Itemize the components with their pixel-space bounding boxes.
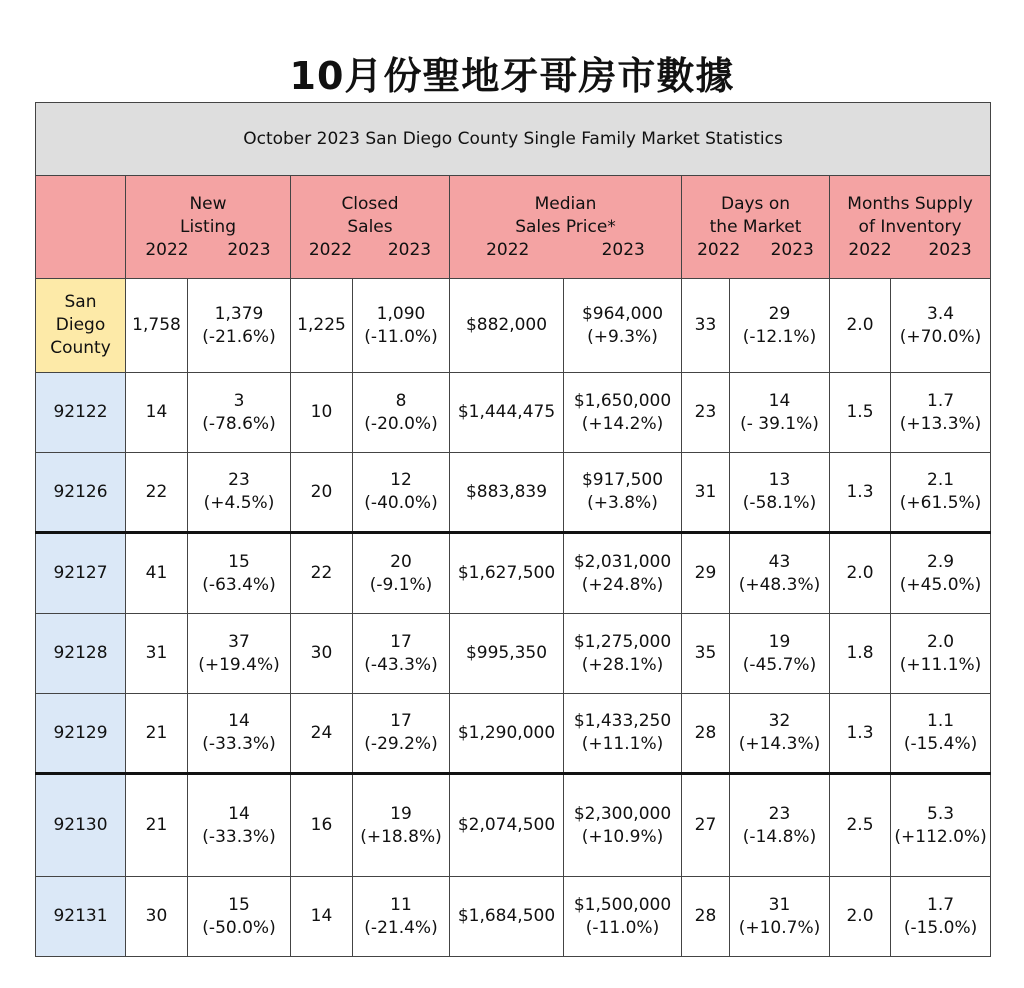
cell-closed-sales-2022: 1,225 [291, 279, 353, 373]
cell-median-price-2023 [564, 279, 682, 373]
change: (-14.8%) [742, 826, 817, 847]
change: (-40.0%) [364, 493, 438, 513]
value: 1,090 [376, 303, 426, 324]
change: (-33.3%) [202, 826, 276, 847]
year-label: 2022 [145, 239, 189, 260]
cell-days-on-market-2023 [730, 614, 830, 694]
market-stats-table [35, 102, 991, 957]
value: 11 [390, 894, 412, 915]
cell-closed-sales-2023 [353, 694, 450, 774]
year-label: 2022 [308, 239, 353, 260]
cell-new-listing-2023 [188, 533, 291, 614]
value: 23 [768, 803, 791, 824]
cell-months-supply-2023 [891, 453, 991, 533]
cell-median-price-2022: $1,627,500 [450, 533, 564, 614]
cell-new-listing-2022: 21 [126, 694, 188, 774]
change: (+45.0%) [899, 574, 982, 595]
cell-closed-sales-2023 [353, 614, 450, 694]
cell-new-listing-2022: 14 [126, 373, 188, 453]
change: (- 39.1%) [740, 413, 819, 434]
cell-median-price-2023 [564, 373, 682, 453]
change: (+10.7%) [738, 917, 821, 938]
value: 17 [390, 711, 412, 731]
cell-days-on-market-2023 [730, 877, 830, 957]
value: 32 [768, 711, 791, 731]
area-label: 92128 [36, 614, 126, 694]
cell-closed-sales-2023 [353, 877, 450, 957]
value: 20 [390, 551, 412, 572]
value: 1.1 [927, 711, 955, 731]
value: 15 [228, 551, 250, 572]
cell-median-price-2023 [564, 774, 682, 877]
cell-median-price-2022: $1,444,475 [450, 373, 564, 453]
cell-new-listing-2022: 21 [126, 774, 188, 877]
cell-closed-sales-2022: 16 [291, 774, 353, 877]
change: (-29.2%) [364, 734, 438, 754]
value: $964,000 [581, 303, 664, 324]
cell-closed-sales-2022: 24 [291, 694, 353, 774]
change: (-43.3%) [364, 654, 438, 675]
value: $1,275,000 [573, 631, 672, 652]
value: 31 [768, 894, 791, 915]
value: 37 [228, 631, 250, 652]
cell-median-price-2023 [564, 533, 682, 614]
cell-closed-sales-2022: 14 [291, 877, 353, 957]
cell-closed-sales-2023 [353, 279, 450, 373]
change: (-45.7%) [742, 654, 817, 675]
cell-months-supply-2023 [891, 614, 991, 694]
value: 17 [390, 631, 412, 652]
cell-new-listing-2023 [188, 614, 291, 694]
change: (-21.6%) [202, 326, 276, 347]
cell-months-supply-2023 [891, 877, 991, 957]
cell-median-price-2023 [564, 877, 682, 957]
change: (+14.3%) [738, 734, 821, 754]
cell-median-price-2023 [564, 614, 682, 694]
value: 14 [228, 803, 250, 824]
value: 2.9 [927, 551, 955, 572]
cell-days-on-market-2023 [730, 279, 830, 373]
value: 14 [768, 390, 791, 411]
header-label: Closed Sales [341, 193, 399, 237]
table-row [36, 373, 991, 453]
change: (+48.3%) [738, 574, 821, 595]
value: 5.3 [927, 803, 955, 824]
cell-months-supply-2022: 1.3 [830, 694, 891, 774]
change: (+10.9%) [581, 826, 664, 847]
cell-closed-sales-2022: 30 [291, 614, 353, 694]
cell-closed-sales-2023 [353, 373, 450, 453]
header-label: New Listing [179, 193, 236, 237]
cell-months-supply-2023 [891, 774, 991, 877]
change: (+18.8%) [360, 826, 442, 847]
header-label: Median Sales Price* [515, 193, 616, 237]
year-label: 2022 [848, 239, 892, 260]
cell-days-on-market-2022: 27 [682, 774, 730, 877]
table-row [36, 774, 991, 877]
year-label: 2022 [486, 239, 530, 260]
value: 14 [228, 711, 250, 731]
cell-new-listing-2022: 22 [126, 453, 188, 533]
cell-closed-sales-2022: 22 [291, 533, 353, 614]
change: (+11.1%) [899, 654, 982, 675]
value: 23 [228, 470, 250, 490]
table-row [36, 279, 991, 373]
change: (-20.0%) [364, 413, 438, 434]
change: (-58.1%) [742, 493, 817, 513]
cell-new-listing-2023 [188, 774, 291, 877]
value: 2.1 [927, 470, 955, 490]
cell-median-price-2023 [564, 453, 682, 533]
cell-months-supply-2022: 1.3 [830, 453, 891, 533]
cell-days-on-market-2022: 29 [682, 533, 730, 614]
cell-days-on-market-2023 [730, 774, 830, 877]
value: 1,379 [214, 303, 264, 324]
value: $1,433,250 [573, 711, 672, 731]
value: 3.4 [927, 303, 955, 324]
value: 2.0 [927, 631, 955, 652]
change: (+28.1%) [581, 654, 664, 675]
cell-closed-sales-2023 [353, 533, 450, 614]
change: (+9.3%) [587, 326, 658, 347]
cell-months-supply-2022: 2.0 [830, 533, 891, 614]
value: 1.7 [927, 894, 955, 915]
area-label: San Diego County [36, 279, 126, 373]
value: $2,031,000 [573, 551, 672, 572]
value: 12 [390, 470, 412, 490]
cell-new-listing-2022: 31 [126, 614, 188, 694]
cell-closed-sales-2023 [353, 774, 450, 877]
cell-median-price-2022: $882,000 [450, 279, 564, 373]
year-label: 2023 [227, 239, 271, 260]
change: (+11.1%) [581, 734, 664, 754]
year-label: 2023 [928, 239, 972, 260]
header-months-supply [830, 176, 991, 279]
cell-new-listing-2023 [188, 453, 291, 533]
cell-months-supply-2022: 2.5 [830, 774, 891, 877]
area-label: 92130 [36, 774, 126, 877]
value: 29 [768, 303, 791, 324]
change: (+19.4%) [198, 654, 280, 675]
area-label: 92131 [36, 877, 126, 957]
change: (-21.4%) [364, 917, 438, 938]
cell-new-listing-2022: 30 [126, 877, 188, 957]
cell-months-supply-2023 [891, 694, 991, 774]
cell-months-supply-2022: 2.0 [830, 279, 891, 373]
value: $1,650,000 [573, 390, 672, 411]
cell-days-on-market-2022: 28 [682, 694, 730, 774]
table-row [36, 533, 991, 614]
cell-median-price-2022: $1,290,000 [450, 694, 564, 774]
table-row [36, 877, 991, 957]
header-median-price [450, 176, 682, 279]
cell-days-on-market-2023 [730, 373, 830, 453]
change: (-9.1%) [369, 574, 433, 595]
cell-median-price-2022: $995,350 [450, 614, 564, 694]
value: 15 [228, 894, 250, 915]
header-new-listing [126, 176, 291, 279]
cell-days-on-market-2022: 33 [682, 279, 730, 373]
area-label: 92127 [36, 533, 126, 614]
area-label: 92122 [36, 373, 126, 453]
cell-days-on-market-2022: 31 [682, 453, 730, 533]
cell-median-price-2022: $883,839 [450, 453, 564, 533]
cell-new-listing-2023 [188, 694, 291, 774]
cell-days-on-market-2022: 23 [682, 373, 730, 453]
change: (+24.8%) [581, 574, 664, 595]
change: (-15.4%) [903, 734, 978, 754]
table-title: October 2023 San Diego County Single Family Market Statistics [36, 103, 991, 176]
cell-days-on-market-2022: 28 [682, 877, 730, 957]
cell-months-supply-2022: 1.5 [830, 373, 891, 453]
cell-closed-sales-2023 [353, 453, 450, 533]
area-label: 92126 [36, 453, 126, 533]
change: (+4.5%) [203, 493, 275, 513]
cell-months-supply-2022: 1.8 [830, 614, 891, 694]
cell-median-price-2022: $2,074,500 [450, 774, 564, 877]
value: 1.7 [927, 390, 955, 411]
cell-days-on-market-2023 [730, 694, 830, 774]
table-row [36, 694, 991, 774]
value: $2,300,000 [573, 803, 672, 824]
change: (-15.0%) [903, 917, 978, 938]
cell-new-listing-2023 [188, 373, 291, 453]
cell-months-supply-2022: 2.0 [830, 877, 891, 957]
change: (-33.3%) [202, 734, 276, 754]
cell-days-on-market-2023 [730, 453, 830, 533]
change: (+70.0%) [899, 326, 982, 347]
change: (-78.6%) [202, 413, 276, 434]
change: (+112.0%) [894, 826, 987, 847]
change: (-11.0%) [364, 326, 438, 347]
value: 3 [233, 390, 245, 411]
cell-months-supply-2023 [891, 279, 991, 373]
change: (+14.2%) [581, 413, 664, 434]
value: $917,500 [581, 470, 664, 490]
cell-months-supply-2023 [891, 533, 991, 614]
change: (+13.3%) [899, 413, 982, 434]
value: 43 [768, 551, 791, 572]
cell-new-listing-2022: 41 [126, 533, 188, 614]
cell-closed-sales-2022: 20 [291, 453, 353, 533]
year-label: 2023 [770, 239, 814, 260]
table-row [36, 614, 991, 694]
header-area [36, 176, 126, 279]
header-days-on-market [682, 176, 830, 279]
value: 13 [768, 470, 791, 490]
area-label: 92129 [36, 694, 126, 774]
value: 19 [390, 803, 412, 824]
header-closed-sales [291, 176, 450, 279]
change: (-50.0%) [202, 917, 276, 938]
change: (-63.4%) [202, 574, 276, 595]
change: (-11.0%) [585, 917, 660, 938]
cell-new-listing-2023 [188, 279, 291, 373]
cell-closed-sales-2022: 10 [291, 373, 353, 453]
year-label: 2022 [697, 239, 741, 260]
cell-months-supply-2023 [891, 373, 991, 453]
cell-new-listing-2022: 1,758 [126, 279, 188, 373]
cell-median-price-2023 [564, 694, 682, 774]
change: (+61.5%) [899, 493, 982, 513]
change: (-12.1%) [742, 326, 817, 347]
table-row [36, 453, 991, 533]
cell-new-listing-2023 [188, 877, 291, 957]
year-label: 2023 [601, 239, 645, 260]
page-title: 10月份聖地牙哥房市數據 [289, 54, 735, 98]
year-label: 2023 [387, 239, 432, 260]
value: $1,500,000 [573, 894, 672, 915]
cell-days-on-market-2022: 35 [682, 614, 730, 694]
cell-median-price-2022: $1,684,500 [450, 877, 564, 957]
cell-days-on-market-2023 [730, 533, 830, 614]
header-label: Days on the Market [709, 193, 802, 237]
change: (+3.8%) [587, 493, 658, 513]
header-label: Months Supply of Inventory [847, 193, 973, 237]
value: 19 [768, 631, 791, 652]
value: 8 [395, 390, 407, 411]
